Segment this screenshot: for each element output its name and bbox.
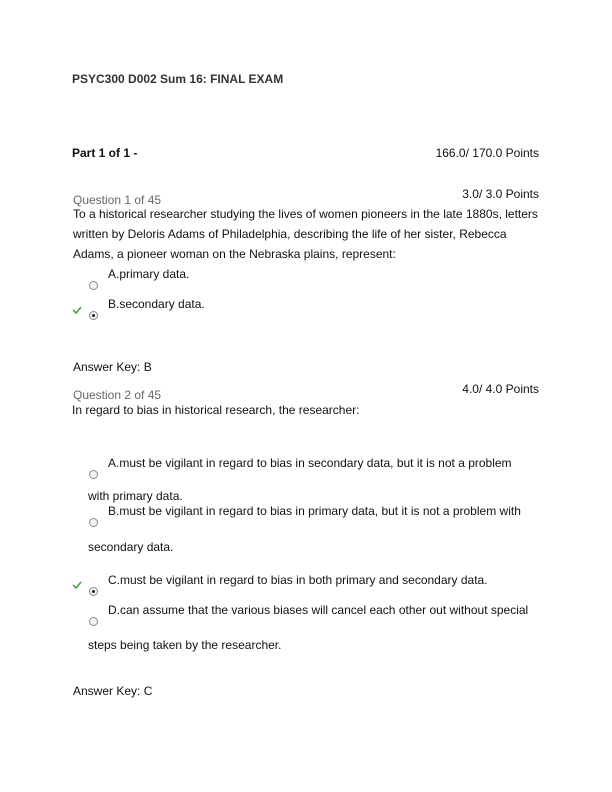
radio-button[interactable]	[89, 311, 98, 320]
option-label: D.can assume that the various biases will cancel each other out without special	[108, 603, 529, 617]
option-label-continued: steps being taken by the researcher.	[88, 638, 282, 652]
option-label: B.secondary data.	[108, 297, 205, 311]
question-number: Question 1 of 45	[73, 193, 162, 207]
check-icon	[72, 581, 82, 589]
part-points: 166.0/ 170.0 Points	[435, 146, 539, 160]
option-label: A.must be vigilant in regard to bias in secondary data, but it is not a problem	[108, 456, 512, 470]
part-label: Part 1 of 1 -	[72, 146, 138, 160]
exam-title: PSYC300 D002 Sum 16: FINAL EXAM	[72, 72, 284, 86]
radio-button[interactable]	[89, 470, 98, 479]
radio-button[interactable]	[89, 587, 98, 596]
option-label-continued: with primary data.	[88, 489, 183, 503]
option-label: B.must be vigilant in regard to bias in primary data, but it is not a problem with	[108, 504, 521, 518]
question-text: In regard to bias in historical research, the researcher:	[72, 403, 360, 417]
radio-button[interactable]	[89, 617, 98, 626]
question-number: Question 2 of 45	[73, 388, 162, 402]
question-text: To a historical researcher studying the lives of women pioneers in the late 1880s, letters written by Deloris Adams of Philadelphia, describing the life of her sister, Rebecca Adams, a pioneer woman on the Nebraska plains, represent:	[73, 207, 538, 261]
question-points: 3.0/ 3.0 Points	[462, 187, 539, 201]
check-icon	[72, 306, 82, 314]
radio-button[interactable]	[89, 518, 98, 527]
option-label-continued: secondary data.	[88, 540, 174, 554]
option-label: A.primary data.	[108, 267, 190, 281]
answer-key: Answer Key: B	[73, 360, 152, 374]
option-label: C.must be vigilant in regard to bias in both primary and secondary data.	[108, 573, 488, 587]
question-points: 4.0/ 4.0 Points	[462, 382, 539, 396]
answer-key: Answer Key: C	[73, 684, 153, 698]
radio-button[interactable]	[89, 281, 98, 290]
